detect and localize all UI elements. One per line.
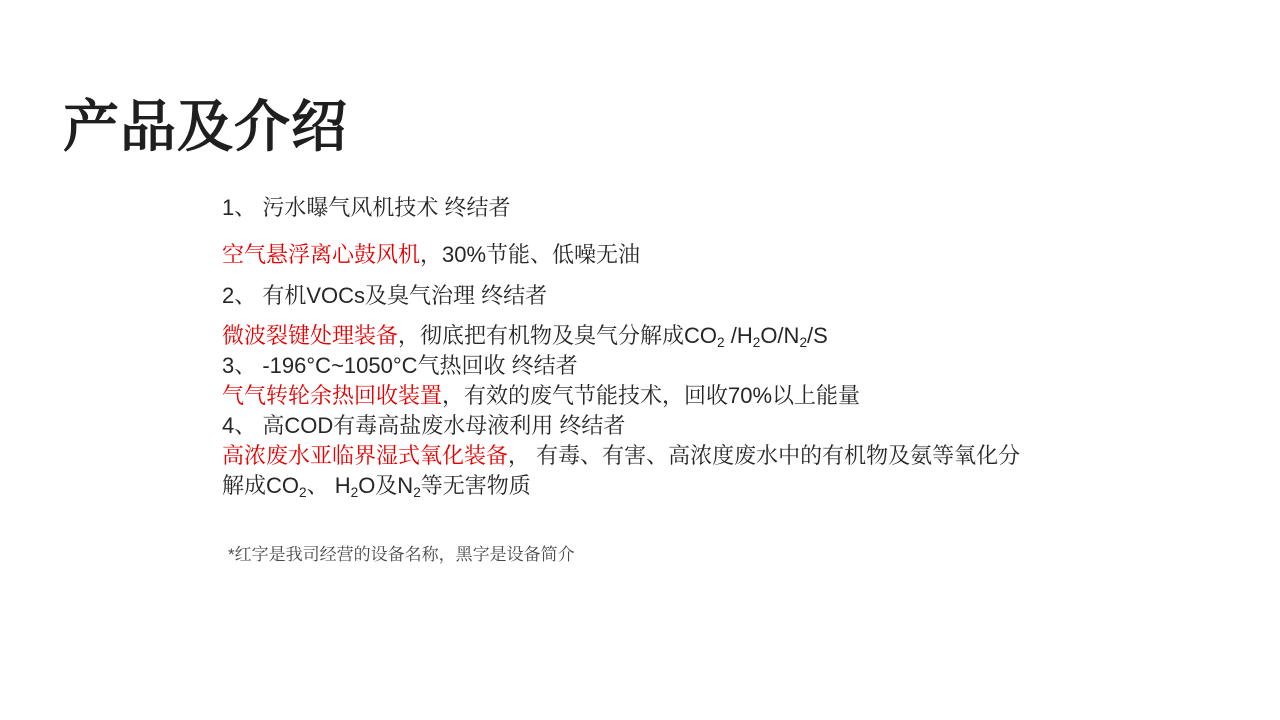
heading-text: 2、 有机VOCs及臭气治理 终结者 [222, 283, 548, 308]
heading-text: 1、 污水曝气风机技术 终结者 [222, 195, 511, 220]
device-name-red: 高浓废水亚临界湿式氧化装备 [222, 443, 509, 468]
device-desc: /H [724, 323, 753, 348]
product-3-device-line [222, 381, 1122, 411]
device-desc: 解成CO [222, 473, 300, 498]
device-desc: 、 H [306, 473, 351, 498]
chemical-subscript: 2 [350, 484, 359, 500]
product-list [222, 193, 1122, 501]
product-4-heading [222, 411, 1122, 441]
product-1-device-line [222, 240, 1122, 270]
device-desc: ，30%节能、低噪无油 [420, 242, 641, 267]
device-name-red: 气气转轮余热回收装置 [222, 383, 443, 408]
footnote: *红字是我司经营的设备名称，黑字是设备简介 [228, 545, 575, 564]
heading-text: 4、 高COD有毒高盐废水母液利用 终结者 [222, 413, 626, 438]
product-3-heading [222, 351, 1122, 381]
device-desc: ，有效的废气节能技术，回收70%以上能量 [442, 383, 861, 408]
product-1-heading [222, 193, 1122, 223]
device-desc: ，彻底把有机物及臭气分解成CO [398, 323, 718, 348]
chemical-subscript: 2 [717, 334, 725, 350]
product-2-device-line [222, 321, 1122, 351]
device-name-red: 空气悬浮离心鼓风机 [222, 242, 421, 267]
device-name-red: 微波裂键处理装备 [222, 323, 399, 348]
chemical-subscript: 2 [413, 484, 421, 500]
heading-text: 3、 -196°C~1050°C气热回收 终结者 [222, 353, 578, 378]
product-4-device-line [222, 441, 1122, 471]
chemical-subscript: 2 [799, 334, 808, 350]
page-title: 产品及介绍 [63, 94, 348, 158]
device-desc: O及N [358, 473, 414, 498]
device-desc: 等无害物质 [420, 473, 531, 498]
product-4-desc-wrap-line [222, 471, 1122, 501]
chemical-subscript: 2 [299, 484, 307, 500]
device-desc: ， 有毒、有害、高浓度废水中的有机物及氨等氧化分 [508, 443, 1021, 468]
product-2-heading [222, 281, 1122, 311]
device-desc: /S [807, 323, 828, 348]
device-desc: O/N [760, 323, 800, 348]
chemical-subscript: 2 [752, 334, 761, 350]
